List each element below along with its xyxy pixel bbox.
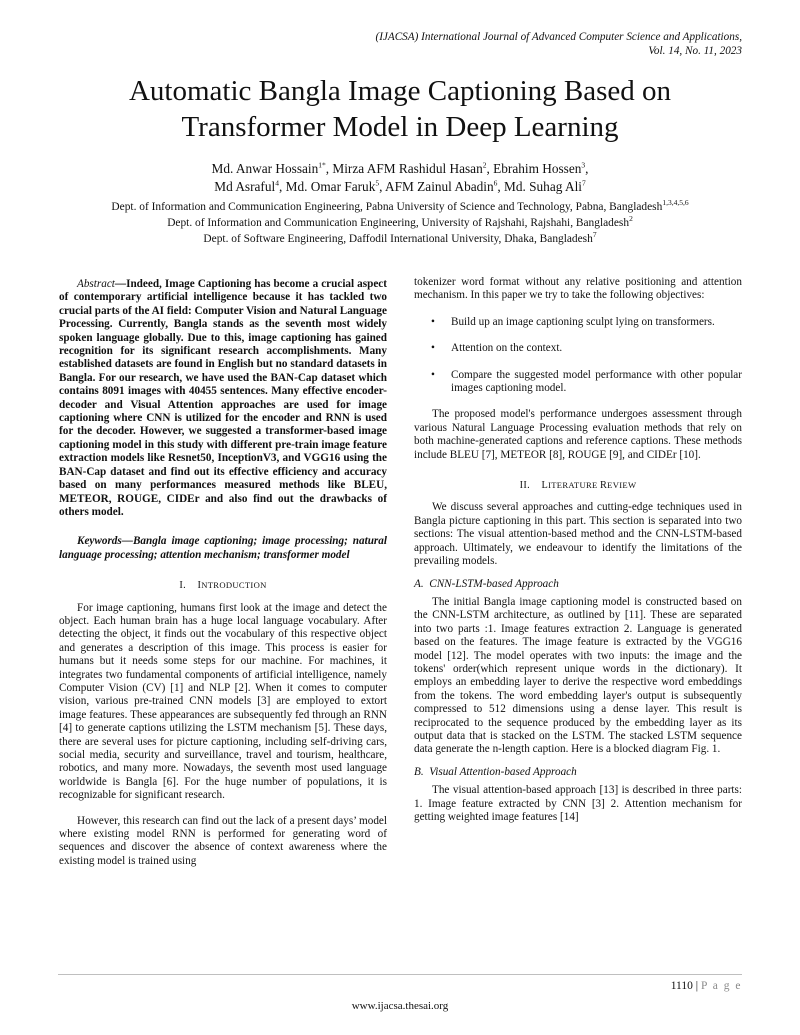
affiliation-text: Dept. of Information and Communication Engineering, Pabna University of Science and Technology, Pabna, Bangladesh	[111, 201, 663, 213]
paragraph: tokenizer word format without any relative positioning and attention mechanism. In this paper we try to take the following objectives:	[414, 276, 742, 302]
affiliation-text: Dept. of Information and Communication Engineering, University of Rajshahi, Rajshahi, Bangladesh	[167, 217, 630, 229]
abstract	[59, 278, 387, 519]
section-number: II.	[519, 480, 530, 492]
section-heading-introduction	[59, 579, 387, 592]
paper-title	[0, 73, 800, 145]
affiliation-list	[0, 199, 800, 247]
intro-paragraph: For image captioning, humans first look at the image and detect the object. Each human brain has a huge local language vocabulary. After detecting the object, it finds out the vocabulary of this respective object and generates a description of this image. This process is easier for humans but it needs some steps for our machine. For machines, it integrates two fundamental components of artificial intelligence, namely Computer Vision (CV) [1] and NLP [2]. When it comes to computer vision, various pre-trained CNN models [3] are employed to extort image features. These appearances are subsequently fed through an RNN [4] to generate captions utilizing the LSTM mechanism [5]. These days, there are several uses for picture captioning, including self-driving cars, social media, security and surveillance, travel and tourism, healthcare, robotics, and many more. Nowadays, the seventh most used language worldwide is Bangla [6]. For the huge number of populations, it is recognizable for significant research.	[59, 601, 387, 802]
keywords-text: Bangla image captioning; image processing; natural language processing; attention mechanism; transformer model	[59, 535, 387, 561]
list-item	[414, 369, 742, 396]
subsection-title: CNN-LSTM-based Approach	[429, 577, 559, 590]
affiliation-sup: 2	[629, 214, 633, 224]
author-sup: 2	[482, 160, 487, 170]
footer-website: www.ijacsa.thesai.org	[351, 1000, 449, 1012]
abstract-label: Abstract	[77, 278, 115, 290]
affiliation-sup: 7	[592, 230, 597, 240]
author-name: , Md. Omar Faruk	[278, 179, 376, 194]
abstract-dash: —	[114, 278, 127, 290]
subsection-title: Visual Attention-based Approach	[429, 765, 577, 778]
footer-divider	[58, 974, 742, 975]
author-name: , Mirza AFM Rashidul Hasan	[325, 161, 483, 176]
author-name: Md. Anwar Hossain	[211, 161, 319, 176]
section-title-rest: NTRODUCTION	[201, 580, 267, 591]
author-line-1	[0, 160, 800, 178]
title-line-1: Automatic Bangla Image Captioning Based on	[128, 75, 672, 107]
section-title-rest: ITERATURE	[548, 480, 600, 491]
author-name: , Ebrahim Hossen	[486, 161, 582, 176]
subsection-heading-a	[414, 578, 742, 591]
section-initial: I	[197, 580, 202, 592]
list-item-text: Attention on the context.	[451, 342, 563, 355]
section-initial: L	[541, 480, 549, 492]
author-sup: 3	[581, 160, 586, 170]
bullet-icon: •	[431, 368, 435, 381]
intro-paragraph: However, this research can find out the lack of a present days’ model where existing model RNN is performed for generating word of sequences and discover the absence of context awareness where the existing model is trained using	[59, 814, 387, 867]
author-sup: 5	[375, 178, 380, 188]
author-name: Md Asraful	[214, 179, 276, 194]
affiliation	[0, 199, 800, 215]
affiliation	[0, 215, 800, 231]
objectives-list	[414, 316, 742, 396]
right-column	[414, 276, 742, 824]
subsection-label: A.	[414, 577, 424, 590]
affiliation-sup: 1,3,4,5,6	[662, 198, 689, 208]
page-separator: |	[692, 980, 701, 992]
paragraph: We discuss several approaches and cutting-edge techniques used in Bangla picture captioning in this part. This section is separated into two sections: The visual attention-based method and the CNN-LSTM-based approach. Ultimately, we endeavour to identify the limitations of the prevailing models.	[414, 501, 742, 568]
left-column	[59, 278, 387, 868]
list-item	[414, 342, 742, 355]
journal-volume: Vol. 14, No. 11, 2023	[648, 45, 742, 57]
subsection-label: B.	[414, 765, 424, 778]
paragraph: The initial Bangla image captioning model is constructed based on the CNN-LSTM architecture, as outlined by [11]. These are separated into two parts :1. Image features extraction 2. Language is generated based on the features. The image feature is extracted by the VGG16 model [12]. The model operates with two inputs: the image and the tokens' order(which represent unique words in the dictionary). It employs an embedding layer to derive the respective word embeddings from the tokens. The word embedding layer's output is subsequently compressed to 512 dimensions using a dense layer. This result is reciprocated to the sequence produced by the embedding layer as its output data that is stacked on the LSTM. The stacked LSTM sequence data generate the n-length caption. Here is a blocked diagram Fig. 1.	[414, 595, 742, 756]
page-word: P a g e	[700, 980, 742, 992]
author-list	[0, 160, 800, 196]
section-title-rest: EVIEW	[607, 480, 637, 491]
affiliation-text: Dept. of Software Engineering, Daffodil International University, Dhaka, Bangladesh	[203, 233, 593, 245]
keywords-dash: —	[121, 535, 133, 548]
page-number	[671, 980, 742, 992]
title-line-2: Transformer Model in Deep Learning	[181, 111, 619, 143]
list-item-text: Build up an image captioning sculpt lying on transformers.	[451, 315, 715, 328]
author-sup: 7	[581, 178, 586, 188]
page-number-value: 1110	[670, 980, 693, 992]
section-initial: R	[600, 480, 608, 492]
author-line-2	[0, 178, 800, 196]
bullet-icon: •	[431, 315, 435, 328]
keywords-label: Keywords	[77, 535, 122, 548]
author-sup: 4	[275, 178, 279, 188]
journal-header	[182, 30, 742, 58]
author-name: , Md. Suhag Ali	[497, 179, 582, 194]
list-item	[414, 316, 742, 329]
paragraph: The visual attention-based approach [13] is described in three parts: 1. Image feature extracted by CNN [3] 2. Attention mechanism for getting weighted image features [14]	[414, 784, 742, 823]
author-sup: 1*	[318, 160, 326, 170]
affiliation	[0, 231, 800, 247]
list-item-text: Compare the suggested model performance with other popular images captioning model.	[451, 368, 742, 395]
keywords	[59, 535, 387, 562]
abstract-text: Indeed, Image Captioning has become a crucial aspect of contemporary artificial intelligence because it has tackled two crucial parts of the AI field: Computer Vision and Natural Language Processing. Currently, Bangla stands as the seventh most widely spoken language globally. Due to this, image captioning has gained recognition for its significant research accomplishments. Many established datasets are found in English but no standard datasets in Bangla. For our research, we have used the BAN-Cap dataset which contains 8091 images with 40455 sentences. Many effective encoder-decoder and Visual Attention approaches are used for image captioning where CNN is utilized for the encoder and RNN is used for the decoder. However, we suggested a transformer-based image captioning model in this study with different pre-train image feature extraction models like Resnet50, InceptionV3, and VGG16 using the BAN-Cap dataset and find out its effective efficiency and accuracy based on many performances measured methods like BLEU, METEOR, ROUGE, CIDEr and also find out the drawbacks of others model.	[59, 278, 387, 518]
subsection-heading-b	[414, 766, 742, 779]
journal-name: (IJACSA) International Journal of Advanced Computer Science and Applications,	[375, 31, 742, 43]
author-separator: ,	[585, 161, 589, 176]
bullet-icon: •	[431, 342, 435, 355]
section-heading-literature-review	[414, 479, 742, 492]
section-number: I.	[179, 580, 186, 592]
author-sup: 6	[493, 178, 498, 188]
paragraph: The proposed model's performance undergoes assessment through various Natural Language Processing evaluation methods that rely on both machine-generated captions and reference captions. These methods include BLEU [7], METEOR [8], ROUGE [9], and CIDEr [10].	[414, 408, 742, 461]
author-name: , AFM Zainul Abadin	[379, 179, 494, 194]
